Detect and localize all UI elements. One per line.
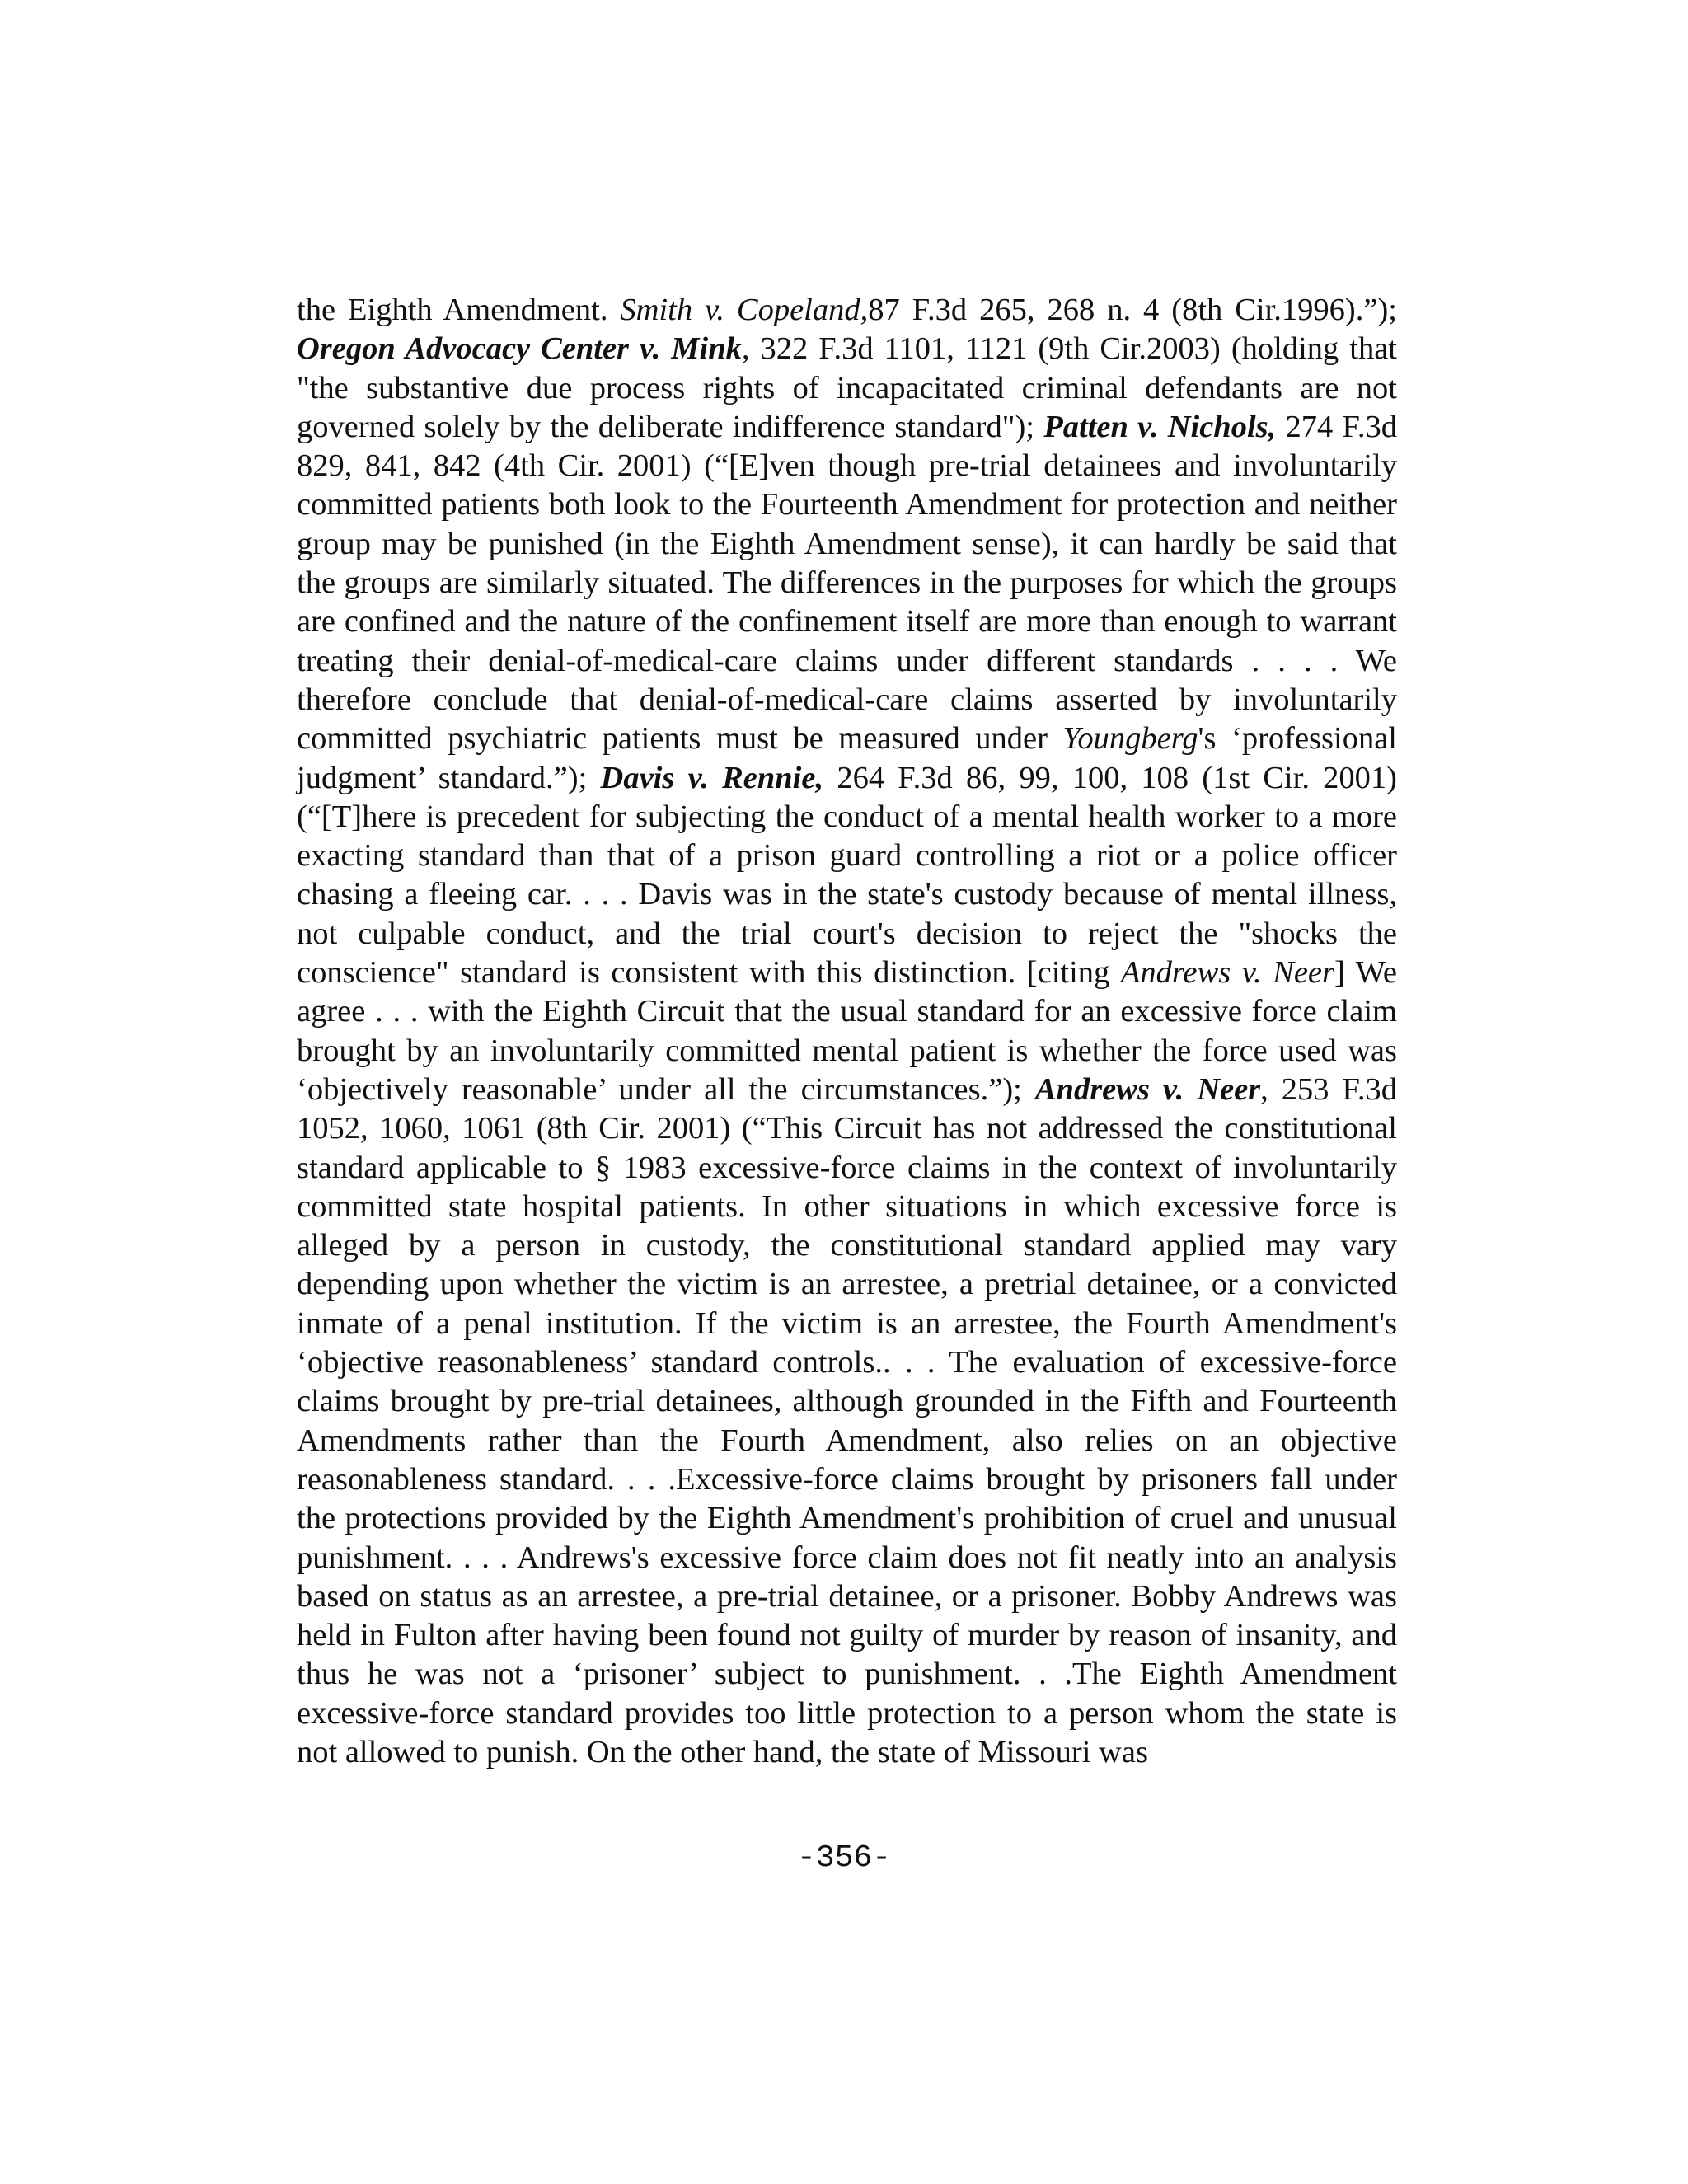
text-run: 322 F.3d 1101, 1121 (9th Cir.2003) (holding that "the substantive due process rights of incapacitated criminal defendants are not governed solely by the deliberate indifference standard"); [297,331,1398,444]
case-reference-youngberg: Youngberg [1062,721,1198,757]
body-paragraph [297,291,1397,1772]
case-name-andrews-v-neer: Andrews v. Neer [1034,1071,1261,1107]
case-name-patten-v-nichols: Patten v. Nichols, [1043,409,1277,444]
page-number: -356- [796,1840,892,1876]
case-reference-andrews-v-neer: Andrews v. Neer [1120,955,1334,991]
text-run: 274 F.3d 829, 841, 842 (4th Cir. 2001) (“[E]ven though pre-trial detainees and involuntarily committed patients both look to the Fourteenth Amendment for protection and neither group may be punished (in the Eighth Amendment sense), it can hardly be said that the groups are similarly situated. The differences in the purposes for which the groups are confined and the nature of the confinement itself are more than enough to warrant treating their denial-of-medical-care claims under different standards . . . . We therefore conclude that denial-of-medical-care claims asserted by involuntarily committed psychiatric patients must be measured under [297,409,1398,757]
text-run: 's ‘professional judgment’ standard.”); [297,721,1398,795]
text-run: ] We agree . . . with the Eighth Circuit that the usual standard for an excessive force claim brought by an involuntarily committed mental patient is whether the force used was ‘objectively reasonable’ under all the circumstances.”); [297,955,1398,1107]
case-name-davis-v-rennie: Davis v. Rennie, [600,760,824,795]
case-citation-smith-v-copeland: Smith v. Copeland, [620,293,869,327]
text-run: , [741,331,750,367]
text-run: , 253 F.3d 1052, 1060, 1061 (8th Cir. 2001) (“This Circuit has not addressed the constitutional standard applicable to § 1983 excessive-force claims in the context of involuntarily committed state hospital patients. In other situations in which excessive force is alleged by a person in custody, the constitutional standard applied may vary depending upon whether the victim is an arrestee, a pretrial detainee, or a convicted inmate of a penal institution. If the victim is an arrestee, the Fourth Amendment's ‘objective reasonableness’ standard controls.. . . The evaluation of excessive-force claims brought by pre-trial detainees, although grounded in the Fifth and Fourteenth Amendments rather than the Fourth Amendment, also relies on an objective reasonableness standard. . . .Excessive-force claims brought by prisoners fall under the protections provided by the Eighth Amendment's prohibition of cruel and unusual punishment. . . . Andrews's excessive force claim does not fit neatly into an analysis based on status as an arrestee, a pre-trial detainee, or a prisoner. Bobby Andrews was held in Fulton after having been found not guilty of murder by reason of insanity, and thus he was not a ‘prisoner’ subject to punishment. . .The Eighth Amendment excessive-force standard provides too little protection to a person whom the state is not allowed to punish. On the other hand, the state of Missouri was [297,1071,1397,1769]
case-name-oregon-advocacy-center-v-mink: Oregon Advocacy Center v. Mink [297,331,742,367]
text-run: 87 F.3d 265, 268 n. 4 (8th Cir.1996).”); [868,293,1397,327]
text-run: 264 F.3d 86, 99, 100, 108 (1st Cir. 2001) (“[T]here is precedent for subjecting the conduct of a mental health worker to a more exacting standard than that of a prison guard controlling a riot or a police officer chasing a fleeing car. . . . Davis was in the state's custody because of mental illness, not culpable conduct, and the trial court's decision to reject the "shocks the conscience" standard is consistent with this distinction. [citing [297,760,1397,991]
text-run: the Eighth Amendment. [297,293,621,327]
